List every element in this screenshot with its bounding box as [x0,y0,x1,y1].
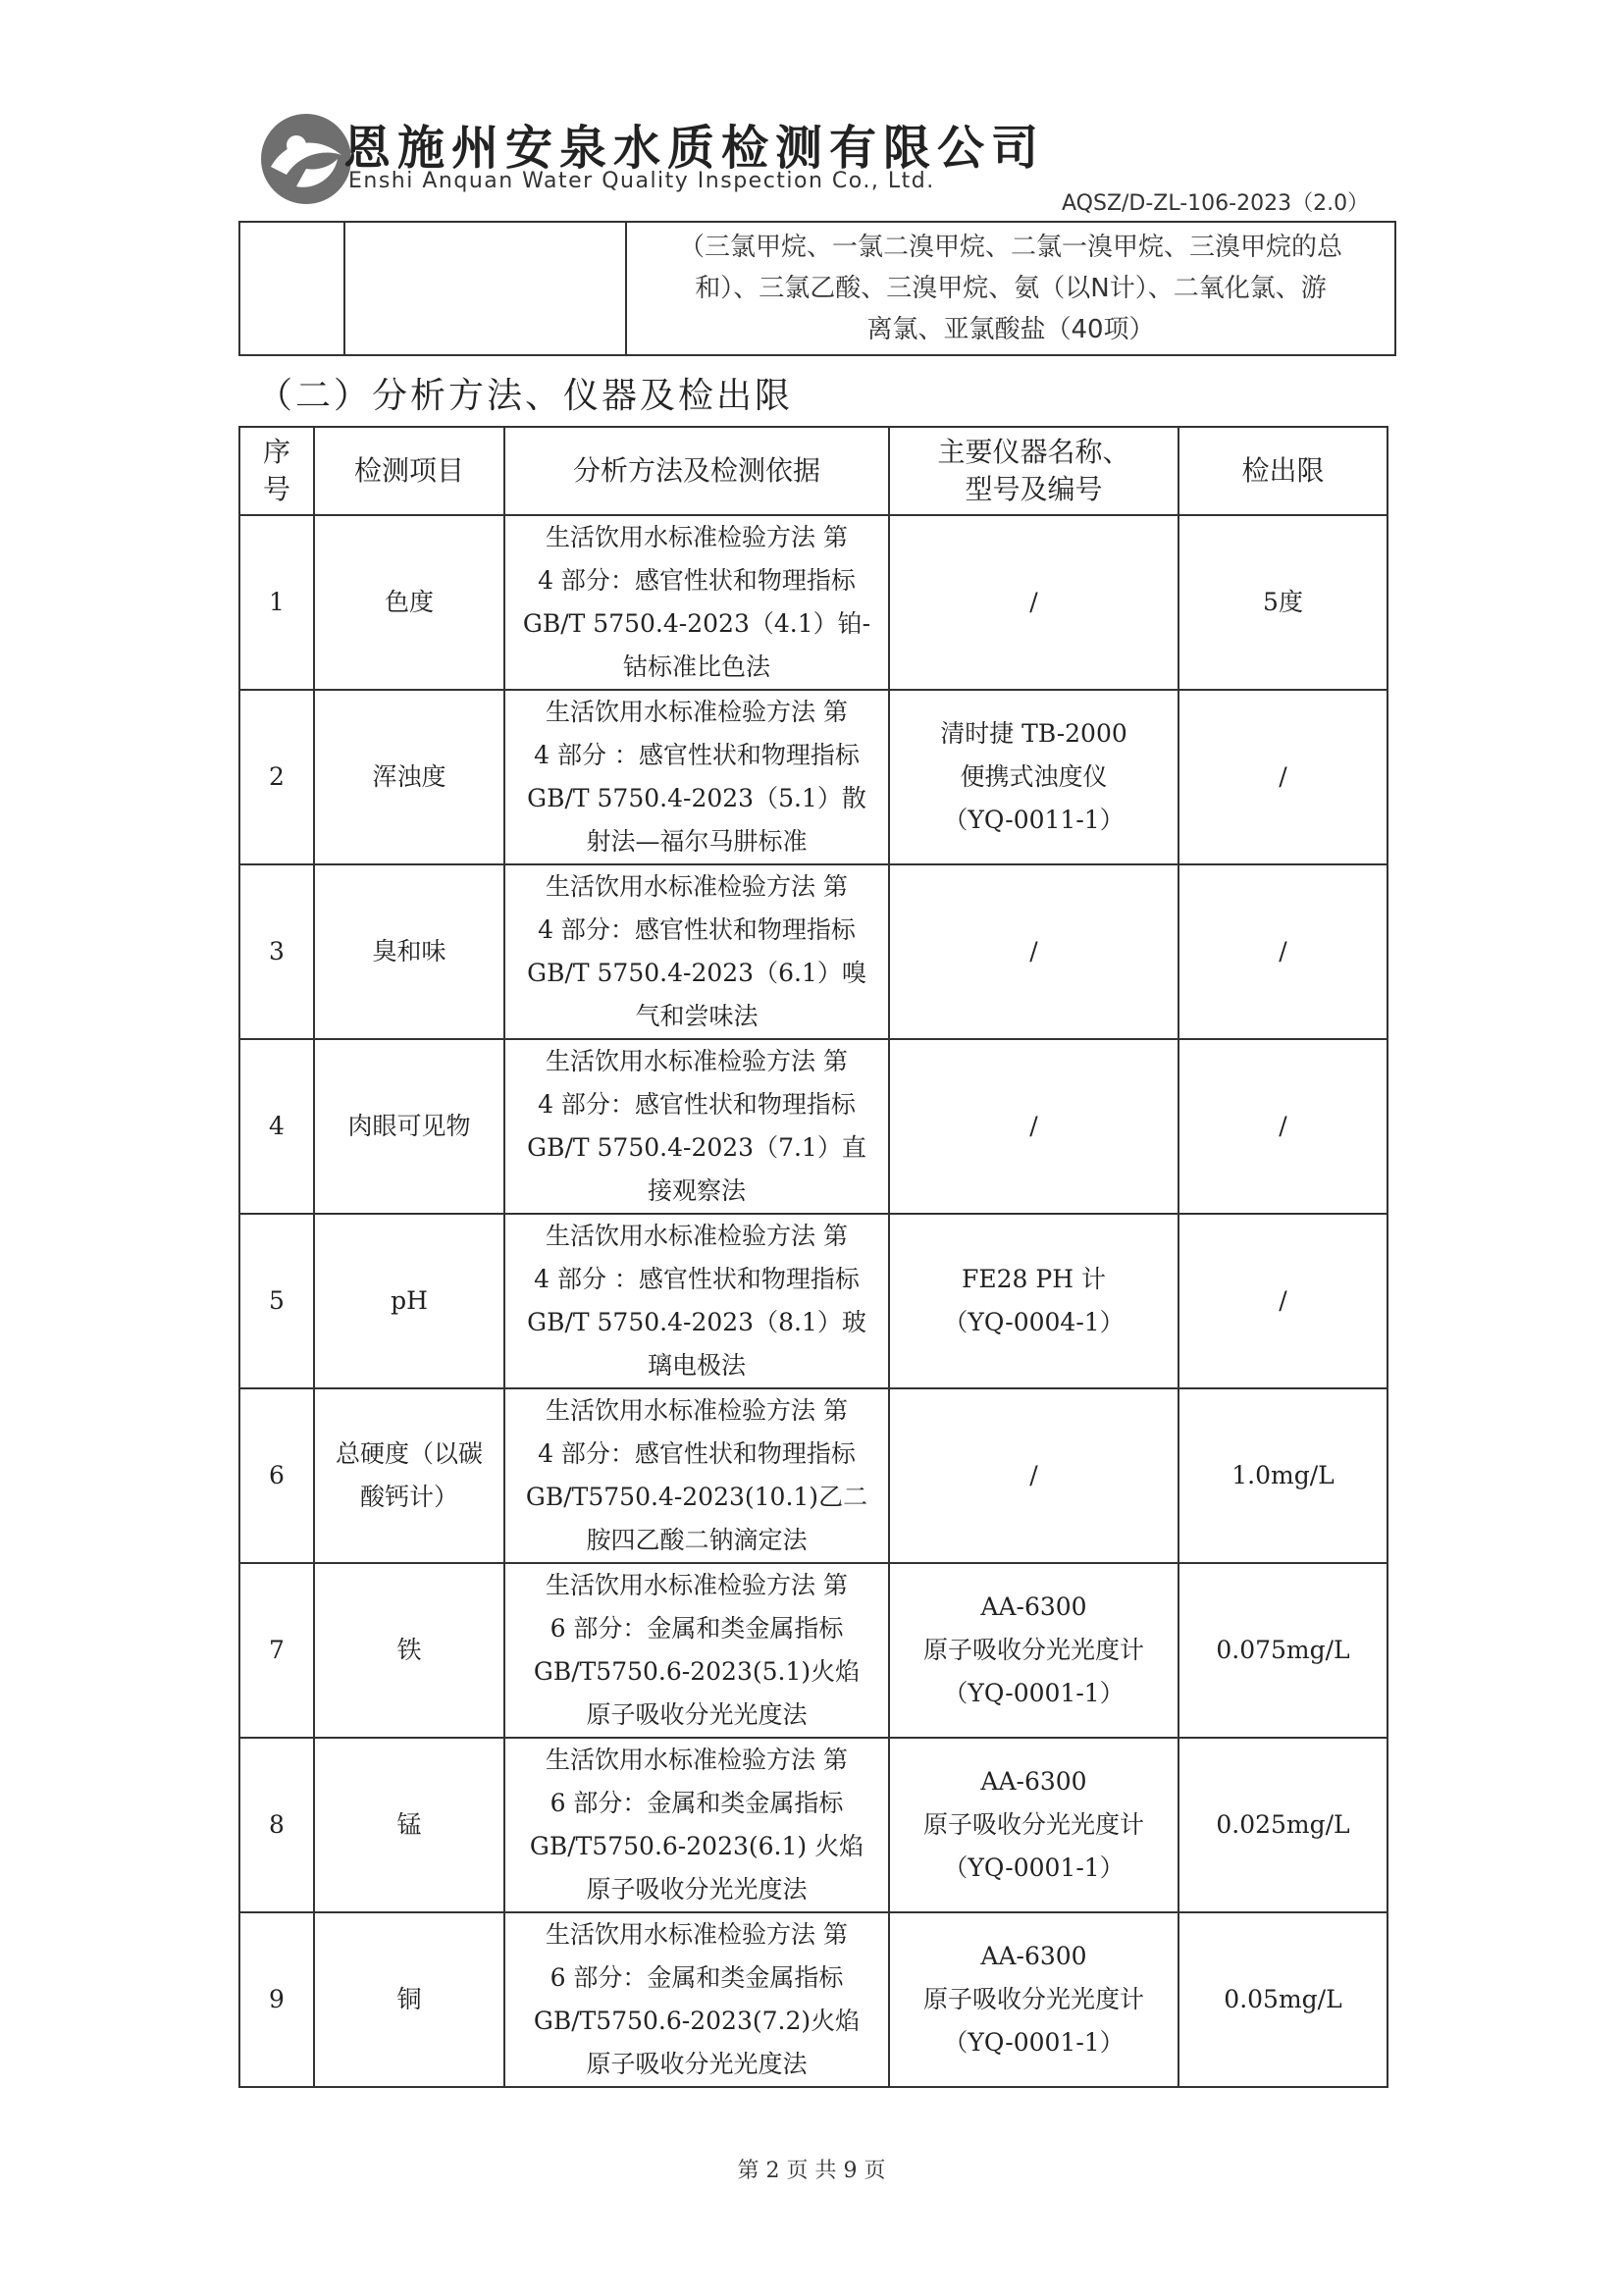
item-cell [314,1214,504,1388]
item-line: 浑浊度 [372,762,446,791]
method-line: 生活饮用水标准检验方法 第 [546,1047,848,1075]
item-cell [314,1912,504,2087]
seq-cell: 2 [239,690,314,864]
item-cell [314,515,504,690]
instrument-line: （YQ-0004-1） [943,1308,1125,1336]
method-line: 4 部分：感官性状和物理指标 [538,915,856,944]
page-number: 第 2 页 共 9 页 [737,2159,886,2183]
method-cell [504,1738,889,1912]
instrument-cell [889,690,1178,864]
limit-cell: / [1178,690,1387,864]
method-line: 原子吸收分光光度法 [586,1700,808,1729]
method-line: GB/T 5750.4-2023（4.1）铂- [522,609,871,638]
method-line: 6 部分：金属和类金属指标 [550,1614,844,1643]
item-cell [314,864,504,1039]
continuation-table [238,221,1396,356]
item-line: 臭和味 [372,937,446,965]
item-line: 酸钙计） [359,1483,458,1511]
method-line: 4 部分 ：感官性状和物理指标 [534,741,860,769]
table-row [239,1039,1387,1214]
instrument-line: （YQ-0001-1） [943,2028,1125,2057]
section-title: （二）分析方法、仪器及检出限 [257,376,794,416]
instrument-line: （YQ-0001-1） [943,1679,1125,1707]
limit-cell: 5度 [1178,515,1387,690]
header-method: 分析方法及检测依据 [504,427,889,515]
method-line: 生活饮用水标准检验方法 第 [546,872,848,901]
table-row [239,1912,1387,2087]
method-line: 生活饮用水标准检验方法 第 [546,523,848,551]
table-row [239,690,1387,864]
instrument-line: （YQ-0011-1） [943,806,1125,834]
method-line: 4 部分：感官性状和物理指标 [538,1090,856,1119]
instrument-line: / [1029,937,1038,965]
item-line: 肉眼可见物 [347,1112,471,1140]
instrument-line: 原子吸收分光光度计 [922,1636,1144,1664]
seq-cell: 3 [239,864,314,1039]
method-cell [504,1039,889,1214]
method-line: 6 部分：金属和类金属指标 [550,1963,844,1992]
seq-cell: 7 [239,1563,314,1738]
continuation-text [626,222,1395,355]
method-line: 接观察法 [647,1176,746,1205]
method-line: 原子吸收分光光度法 [586,1875,808,1904]
method-line: GB/T5750.6-2023(5.1)火焰 [533,1657,861,1686]
item-cell [314,1738,504,1912]
item-line: 铜 [396,1985,422,2013]
limit-cell: 1.0mg/L [1178,1388,1387,1563]
method-line: 生活饮用水标准检验方法 第 [546,1920,848,1949]
header-item: 检测项目 [314,427,504,515]
seq-cell: 4 [239,1039,314,1214]
method-line: 原子吸收分光光度法 [586,2050,808,2078]
document-code: AQSZ/D-ZL-106-2023（2.0） [1062,191,1370,216]
method-cell [504,690,889,864]
method-cell [504,864,889,1039]
continuation-line: 离氯、亚氯酸盐（40项） [866,315,1155,344]
method-cell [504,1563,889,1738]
item-cell [314,1563,504,1738]
method-line: 生活饮用水标准检验方法 第 [546,1746,848,1774]
seq-cell: 1 [239,515,314,690]
instrument-line: AA-6300 [980,1767,1087,1796]
table-header-row [239,427,1387,515]
method-line: GB/T5750.6-2023(6.1) 火焰 [529,1832,864,1860]
method-cell [504,1912,889,2087]
method-line: GB/T 5750.4-2023（7.1）直 [527,1133,866,1162]
table-row [239,1563,1387,1738]
instrument-cell [889,1912,1178,2087]
item-line: 总硬度（以碳 [335,1439,483,1468]
method-line: 璃电极法 [647,1351,746,1380]
method-line: 4 部分 ：感官性状和物理指标 [534,1265,860,1293]
instrument-line: / [1029,1461,1038,1489]
method-cell [504,1214,889,1388]
instrument-line: 便携式浊度仪 [960,762,1108,791]
method-line: GB/T5750.6-2023(7.2)火焰 [533,2007,861,2035]
method-line: 6 部分：金属和类金属指标 [550,1789,844,1817]
item-cell [314,1039,504,1214]
method-line: GB/T 5750.4-2023（6.1）嗅 [527,959,866,987]
instrument-line: 清时捷 TB-2000 [940,719,1127,748]
instrument-line: 原子吸收分光光度计 [922,1810,1144,1839]
method-line: 胺四乙酸二钠滴定法 [586,1526,808,1554]
seq-cell: 8 [239,1738,314,1912]
item-line: 色度 [384,588,434,616]
table-row [239,515,1387,690]
table-row [239,1388,1387,1563]
header-seq: 序 号 [239,427,314,515]
header-instrument: 主要仪器名称、 型号及编号 [889,427,1178,515]
instrument-cell [889,864,1178,1039]
item-cell [314,1388,504,1563]
item-line: 铁 [396,1636,422,1664]
table-row [239,1738,1387,1912]
instrument-line: FE28 PH 计 [962,1265,1106,1293]
instrument-line: / [1029,588,1038,616]
method-line: GB/T 5750.4-2023（5.1）散 [527,784,866,812]
limit-cell: / [1178,1214,1387,1388]
method-line: 生活饮用水标准检验方法 第 [546,1222,848,1250]
method-line: 4 部分：感官性状和物理指标 [538,566,856,595]
method-line: GB/T5750.4-2023(10.1)乙二 [525,1483,868,1511]
seq-cell: 6 [239,1388,314,1563]
instrument-line: （YQ-0001-1） [943,1853,1125,1882]
continuation-item-cell [344,222,626,355]
item-cell [314,690,504,864]
method-cell [504,515,889,690]
continuation-line: 和）、三氯乙酸、三溴甲烷、氨（以N计）、二氧化氯、游 [695,274,1327,303]
company-name-cn: 恩施州安泉水质检测有限公司 [343,121,1046,176]
instrument-cell [889,1738,1178,1912]
instrument-cell [889,1388,1178,1563]
instrument-line: AA-6300 [980,1942,1087,1970]
limit-cell: 0.075mg/L [1178,1563,1387,1738]
item-line: 锰 [396,1810,422,1839]
method-line: 4 部分：感官性状和物理指标 [538,1439,856,1468]
method-line: 生活饮用水标准检验方法 第 [546,698,848,726]
item-line: pH [391,1286,428,1315]
method-line: 生活饮用水标准检验方法 第 [546,1571,848,1599]
limit-cell: 0.025mg/L [1178,1738,1387,1912]
instrument-cell [889,1039,1178,1214]
company-logo [257,110,355,208]
limit-cell: / [1178,1039,1387,1214]
method-line: 生活饮用水标准检验方法 第 [546,1396,848,1425]
instrument-line: 原子吸收分光光度计 [922,1985,1144,2013]
method-line: 钴标准比色法 [622,652,770,681]
continuation-line: （三氯甲烷、一氯二溴甲烷、二氯一溴甲烷、三溴甲烷的总 [678,233,1342,262]
header-limit: 检出限 [1178,427,1387,515]
limit-cell: / [1178,864,1387,1039]
method-line: 射法—福尔马肼标准 [586,827,808,856]
seq-cell: 5 [239,1214,314,1388]
method-cell [504,1388,889,1563]
method-line: 气和尝味法 [635,1002,759,1030]
instrument-cell [889,1563,1178,1738]
instrument-cell [889,515,1178,690]
limit-cell: 0.05mg/L [1178,1912,1387,2087]
instrument-line: / [1029,1112,1038,1140]
continuation-seq-cell [239,222,344,355]
table-row [239,1214,1387,1388]
method-line: GB/T 5750.4-2023（8.1）玻 [527,1308,866,1336]
seq-cell: 9 [239,1912,314,2087]
table-row [239,864,1387,1039]
methods-table [238,426,1388,2088]
instrument-line: AA-6300 [980,1592,1087,1621]
instrument-cell [889,1214,1178,1388]
company-name-en: Enshi Anquan Water Quality Inspection Co., Ltd. [348,169,935,193]
